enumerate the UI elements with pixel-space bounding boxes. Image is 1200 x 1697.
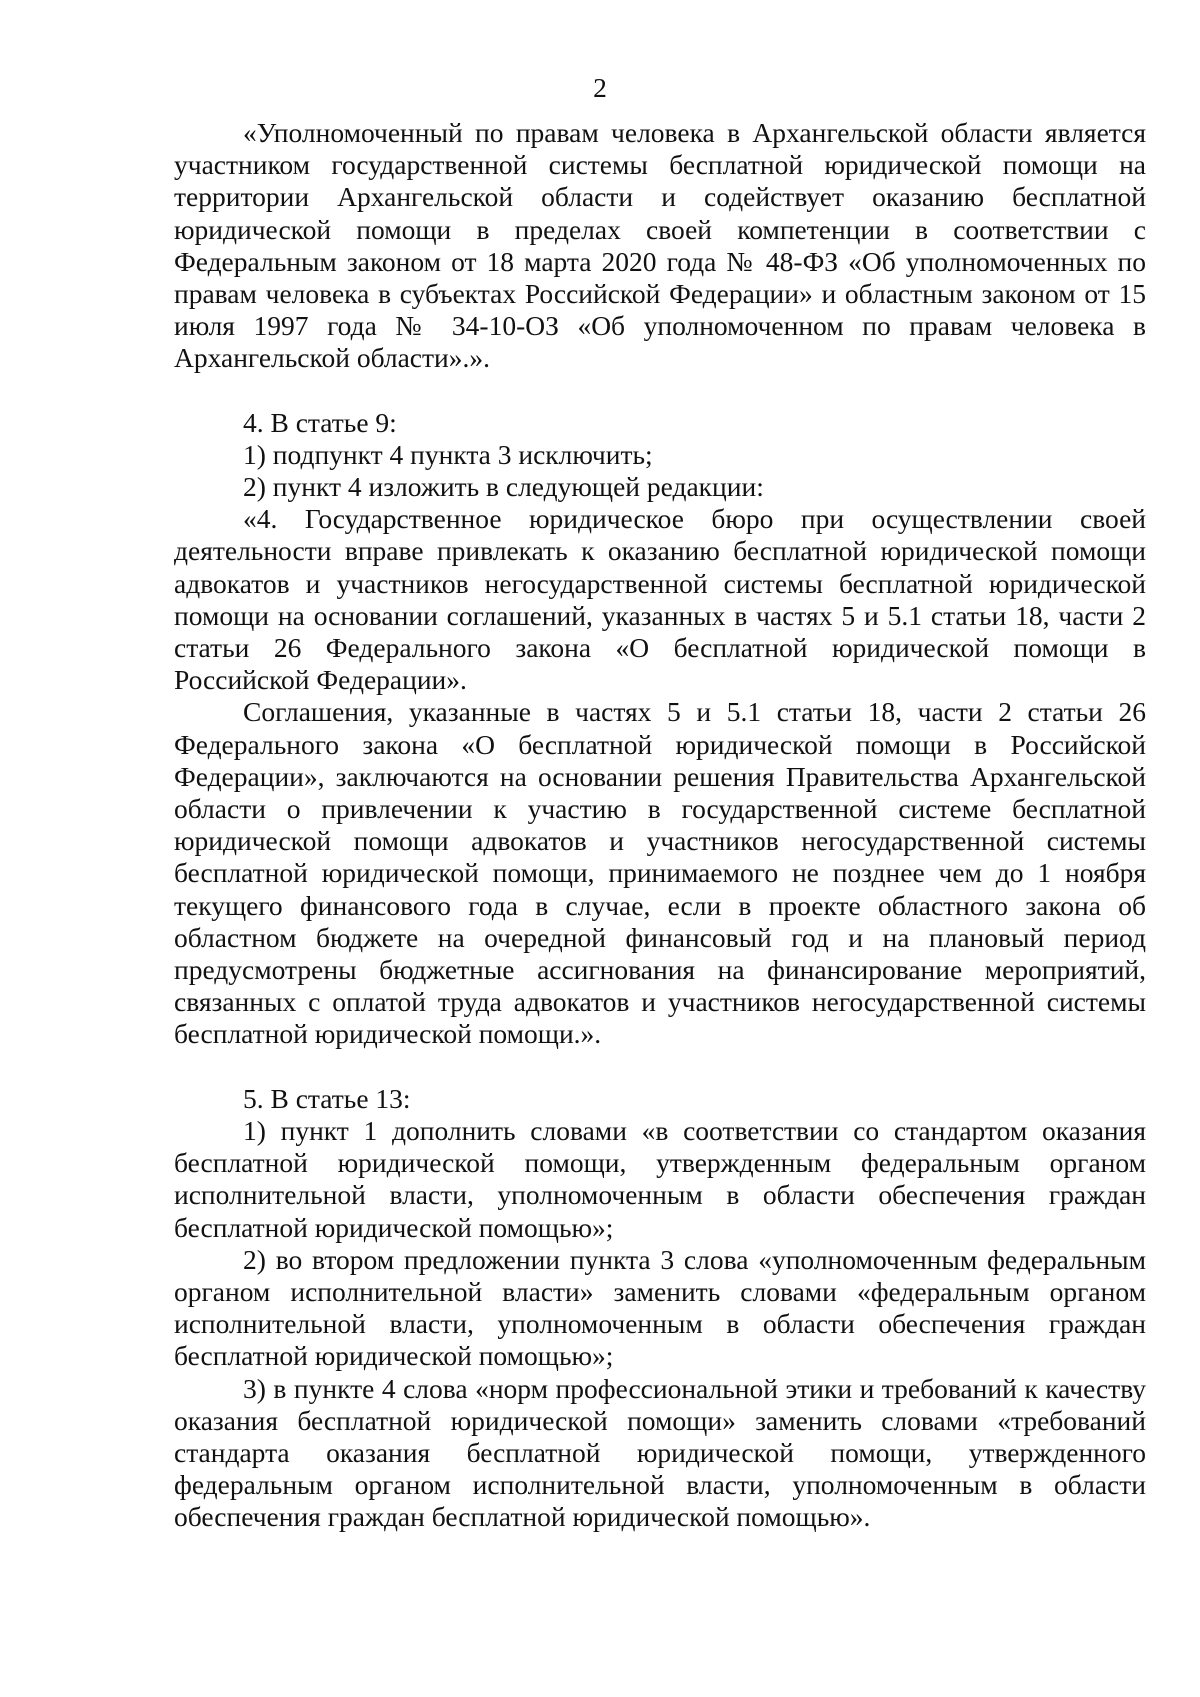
paragraph-article-13-item-2: 2) во втором предложении пункта 3 слова «уполномоченным федеральным органом исполнительной власти» заменить словами «федеральным органом исполнительной власти, уполномоченным в области обеспечения граждан бесплатной юридической помощью»; — [174, 1243, 1146, 1372]
paragraph-legal-bureau: «4. Государственное юридическое бюро при осуществлении своей деятельности вправе привлекать к оказанию бесплатной юридической помощи адвокатов и участников негосударственной системы бесплатной юридической помощи на основании соглашений, указанных в частях 5 и 5.1 статьи 18, части 2 статьи 26 Федерального закона «О бесплатной юридической помощи в Российской Федерации». — [174, 503, 1146, 696]
paragraph-ombudsman-definition: «Уполномоченный по правам человека в Архангельской области является участником государственной системы бесплатной юридической помощи на территории Архангельской области и содействует оказанию бесплатной юридической помощи в пределах своей компетенции в соответствии с Федеральным законом от 18 марта 2020 года № 48-ФЗ «Об уполномоченных по правам человека в субъектах Российской Федерации» и областным законом от 15 июля 1997 года № 34-10-ОЗ «Об уполномоченном по правам человека в Архангельской области».». — [174, 117, 1146, 374]
paragraph-article-9-item-2: 2) пункт 4 изложить в следующей редакции: — [243, 471, 764, 503]
document-body — [174, 117, 1146, 1534]
paragraph-article-13-heading: 5. В статье 13: — [243, 1082, 411, 1114]
page-number: 2 — [593, 72, 607, 103]
paragraph-article-9-item-1: 1) подпункт 4 пункта 3 исключить; — [243, 438, 653, 470]
paragraph-article-13-item-3: 3) в пункте 4 слова «норм профессиональной этики и требований к качеству оказания бесплатной юридической помощи» заменить словами «требований стандарта оказания бесплатной юридической помощи, утвержденного федеральным органом исполнительной власти, уполномоченным в области обеспечения граждан бесплатной юридической помощью». — [174, 1372, 1146, 1533]
paragraph-article-13-item-1: 1) пункт 1 дополнить словами «в соответствии со стандартом оказания бесплатной юридической помощи, утвержденным федеральным органом исполнительной власти, уполномоченным в области обеспечения граждан бесплатной юридической помощью»; — [174, 1114, 1146, 1243]
paragraph-article-9-heading: 4. В статье 9: — [243, 406, 397, 438]
paragraph-agreements: Соглашения, указанные в частях 5 и 5.1 статьи 18, части 2 статьи 26 Федерального закона «О бесплатной юридической помощи в Российской Федерации», заключаются на основании решения Правительства Архангельской области о привлечении к участию в государственной системе бесплатной юридической помощи адвокатов и участников негосударственной системы бесплатной юридической помощи, принимаемого не позднее чем до 1 ноября текущего финансового года в случае, если в проекте областного закона об областном бюджете на очередной финансовый год и на плановый период предусмотрены бюджетные ассигнования на финансирование мероприятий, связанных с оплатой труда адвокатов и участников негосударственной системы бесплатной юридической помощи.». — [174, 696, 1146, 1050]
